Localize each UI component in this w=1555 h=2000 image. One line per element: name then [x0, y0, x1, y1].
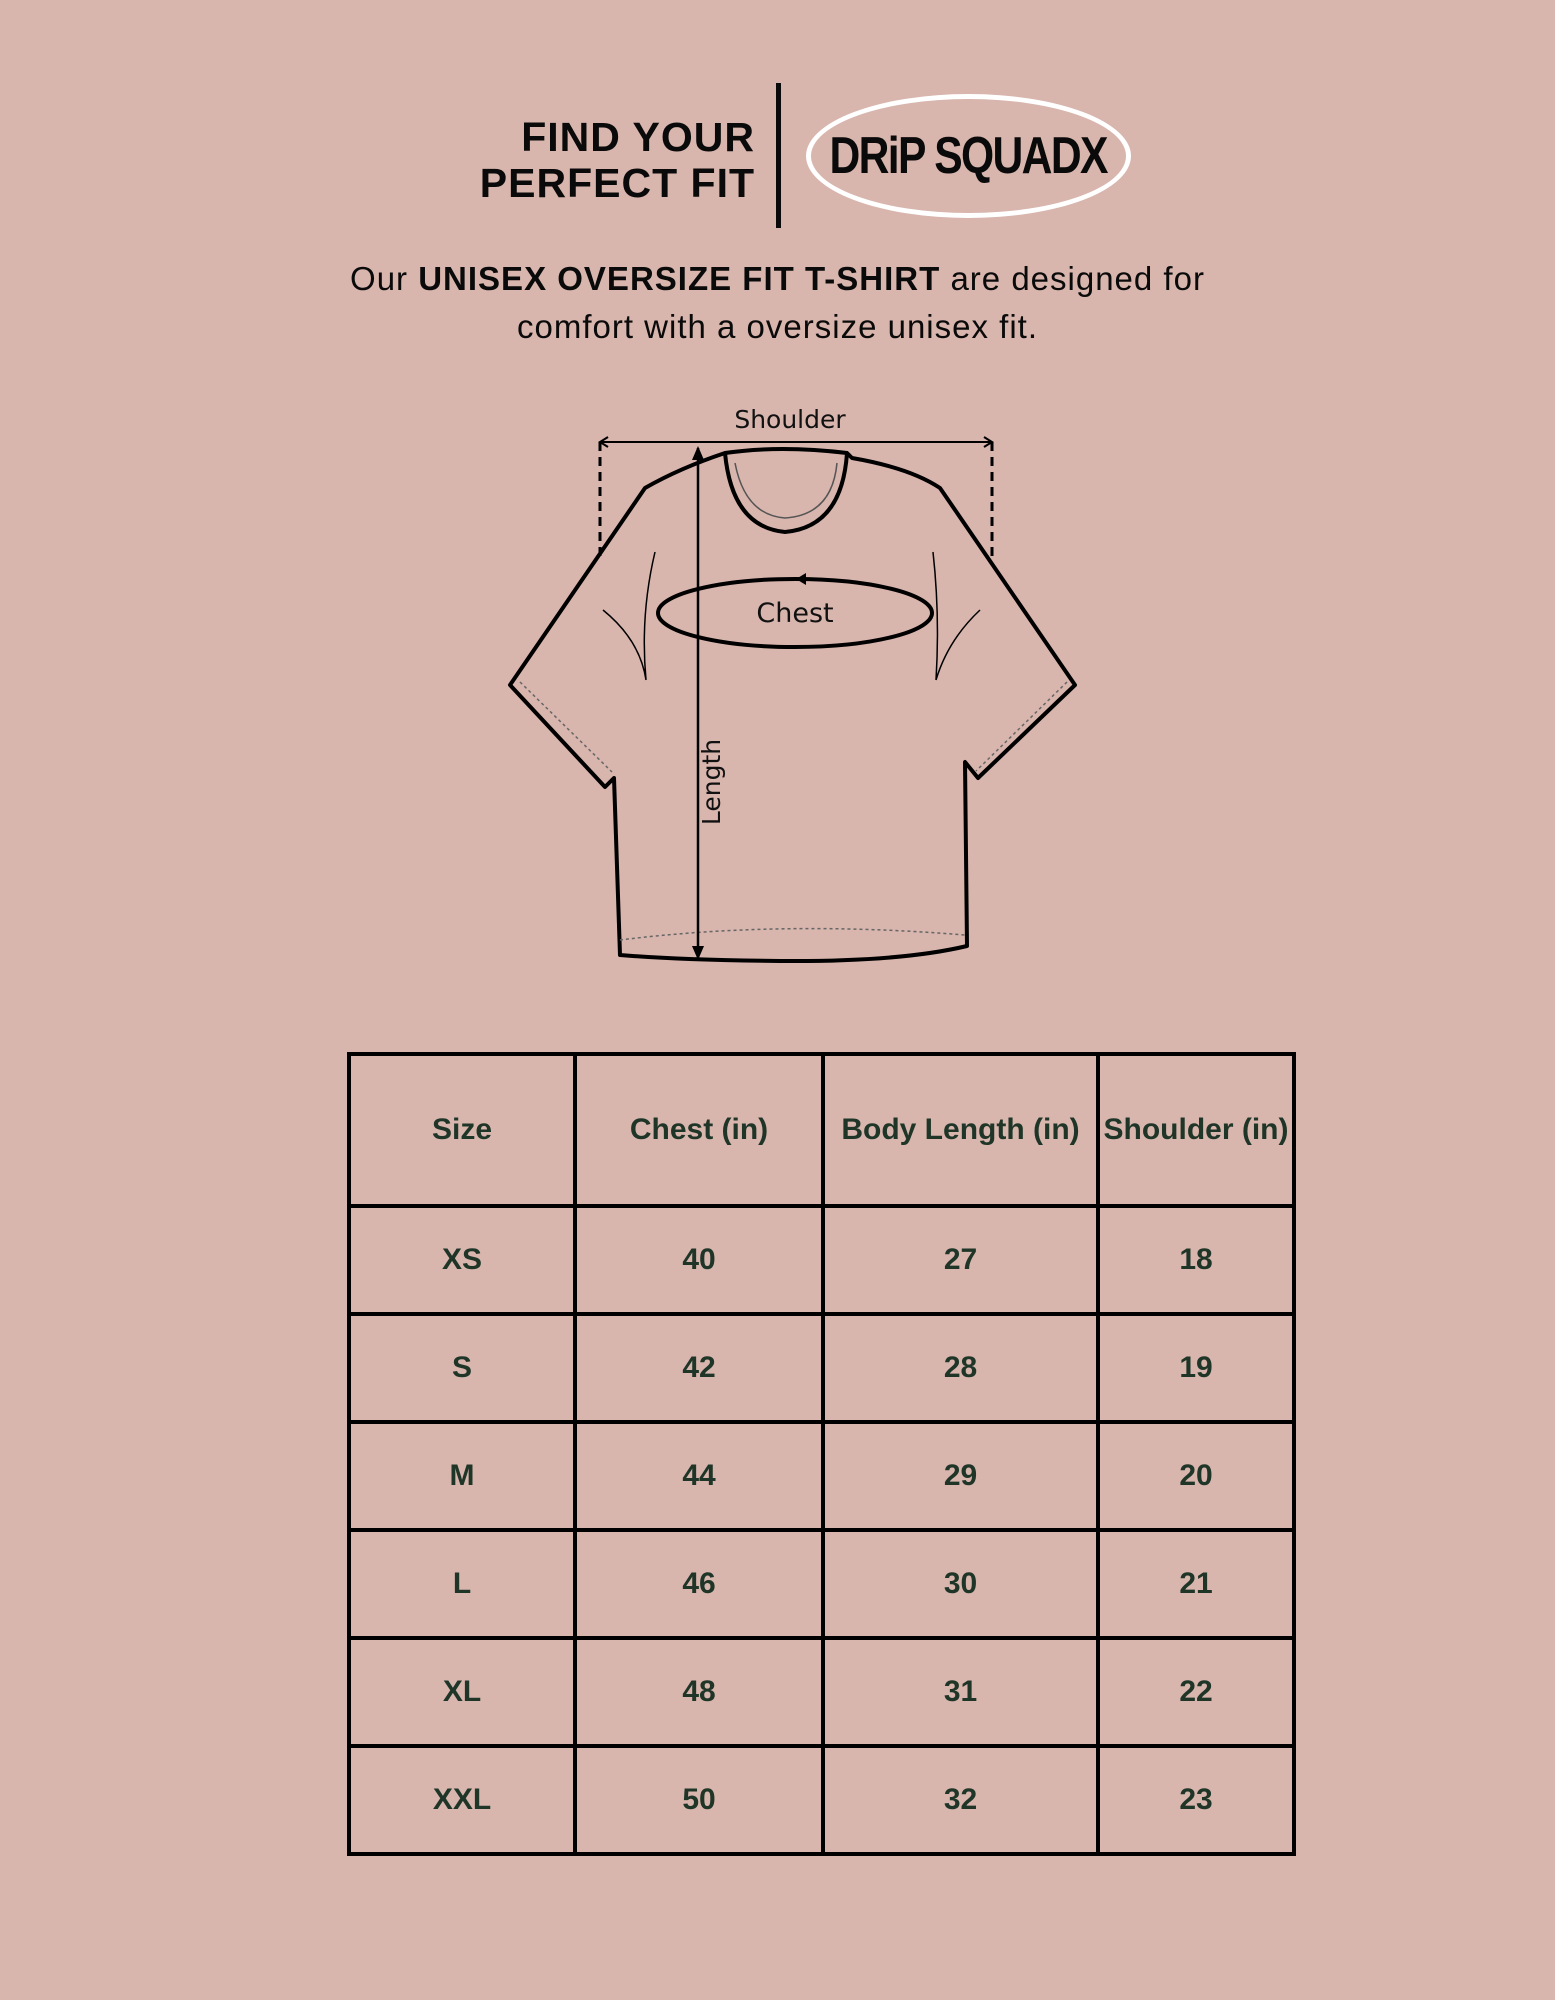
table-row — [349, 1530, 1294, 1638]
table-row — [349, 1746, 1294, 1854]
table-row — [349, 1422, 1294, 1530]
intro-emphasis: UNISEX OVERSIZE FIT T-SHIRT — [418, 260, 941, 297]
header — [0, 80, 1555, 230]
title-line-1: FIND YOUR — [521, 114, 755, 160]
left-sleeve-hem — [520, 682, 612, 772]
brand-logo — [806, 94, 1131, 218]
shoulder-cell: 18 — [1098, 1206, 1294, 1314]
length-cell: 28 — [823, 1314, 1098, 1422]
length-cell: 29 — [823, 1422, 1098, 1530]
right-sleeve-seam — [933, 552, 980, 680]
shoulder-cell: 19 — [1098, 1314, 1294, 1422]
size-cell: XXL — [349, 1746, 575, 1854]
size-cell: XL — [349, 1638, 575, 1746]
bottom-hem — [620, 929, 965, 940]
page-title — [480, 114, 755, 206]
chest-cell: 46 — [575, 1530, 823, 1638]
title-line-2: PERFECT FIT — [479, 160, 755, 206]
shoulder-cell: 20 — [1098, 1422, 1294, 1530]
brand-name: DRiP SQUADX — [829, 127, 1108, 185]
header-divider — [776, 83, 781, 228]
left-sleeve-seam — [603, 552, 655, 680]
header-shoulder: Shoulder (in) — [1098, 1054, 1294, 1206]
table-row — [349, 1314, 1294, 1422]
header-chest: Chest (in) — [575, 1054, 823, 1206]
chest-cell: 40 — [575, 1206, 823, 1314]
intro-prefix: Our — [350, 260, 419, 297]
intro-line-2: comfort with a oversize unisex fit. — [516, 308, 1038, 345]
length-cell: 27 — [823, 1206, 1098, 1314]
tshirt-measurement-diagram — [480, 390, 1090, 990]
collar-stitch — [735, 463, 837, 518]
chest-cell: 44 — [575, 1422, 823, 1530]
header-body-length: Body Length (in) — [823, 1054, 1098, 1206]
table-row — [349, 1206, 1294, 1314]
chest-cell: 50 — [575, 1746, 823, 1854]
chest-cell: 48 — [575, 1638, 823, 1746]
tshirt-outline — [510, 449, 1075, 961]
length-cell: 31 — [823, 1638, 1098, 1746]
size-chart-table — [347, 1052, 1296, 1856]
table-row — [349, 1638, 1294, 1746]
size-cell: M — [349, 1422, 575, 1530]
size-cell: S — [349, 1314, 575, 1422]
shoulder-cell: 22 — [1098, 1638, 1294, 1746]
right-sleeve-hem — [976, 682, 1067, 771]
tshirt-illustration — [480, 390, 1090, 990]
shoulder-cell: 21 — [1098, 1530, 1294, 1638]
intro-suffix: are designed for — [940, 260, 1205, 297]
size-cell: L — [349, 1530, 575, 1638]
size-cell: XS — [349, 1206, 575, 1314]
header-size: Size — [349, 1054, 575, 1206]
length-cell: 30 — [823, 1530, 1098, 1638]
length-label: Length — [697, 738, 726, 826]
shoulder-label: Shoulder — [734, 405, 846, 434]
chest-arrowhead — [796, 573, 806, 585]
chest-cell: 42 — [575, 1314, 823, 1422]
chest-label: Chest — [756, 598, 834, 629]
shoulder-cell: 23 — [1098, 1746, 1294, 1854]
intro-text — [0, 255, 1555, 351]
table-header-row — [349, 1054, 1294, 1206]
length-cell: 32 — [823, 1746, 1098, 1854]
